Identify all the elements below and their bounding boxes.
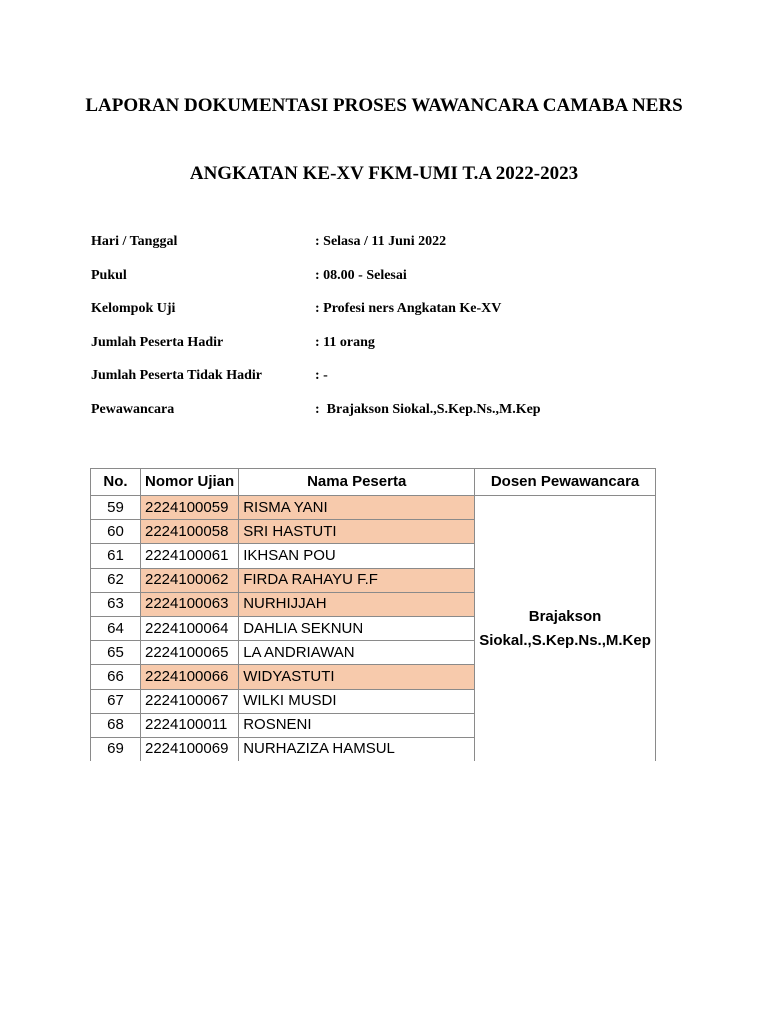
header-dosen-pewawancara: Dosen Pewawancara: [475, 469, 656, 496]
cell-no: 62: [91, 568, 141, 592]
info-value: : Selasa / 11 Juni 2022: [315, 234, 447, 249]
document-title: LAPORAN DOKUMENTASI PROSES WAWANCARA CAMABA NERS: [85, 95, 683, 116]
cell-nomor-ujian: 2224100059: [141, 496, 239, 520]
info-label: Kelompok Uji: [91, 301, 176, 317]
info-row: [91, 366, 691, 400]
cell-nama-peserta: LA ANDRIAWAN: [239, 641, 475, 665]
info-label: Jumlah Peserta Tidak Hadir: [91, 368, 263, 384]
info-row: [91, 333, 691, 367]
info-value: : Brajakson Siokal.,S.Kep.Ns.,M.Kep: [315, 401, 541, 417]
info-row: [91, 232, 691, 266]
info-label: Pewawancara: [91, 401, 175, 417]
info-label: Jumlah Peserta Hadir: [91, 334, 224, 350]
info-row: [91, 266, 691, 300]
cell-nama-peserta: RISMA YANI: [239, 496, 475, 520]
cell-no: 64: [91, 616, 141, 640]
table-row: [91, 496, 656, 520]
info-label: Hari / Tanggal: [91, 234, 178, 249]
cell-nama-peserta: ROSNENI: [239, 713, 475, 737]
cell-nama-peserta: IKHSAN POU: [239, 544, 475, 568]
cell-no: 69: [91, 737, 141, 761]
cell-no: 63: [91, 592, 141, 616]
cell-nama-peserta: DAHLIA SEKNUN: [239, 616, 475, 640]
cell-nomor-ujian: 2224100062: [141, 568, 239, 592]
cell-nama-peserta: SRI HASTUTI: [239, 520, 475, 544]
participants-table: [90, 468, 656, 761]
cell-nomor-ujian: 2224100058: [141, 520, 239, 544]
info-value: : Profesi ners Angkatan Ke-XV: [315, 301, 502, 317]
header-nomor-ujian: Nomor Ujian: [141, 469, 239, 496]
cell-nama-peserta: NURHIJJAH: [239, 592, 475, 616]
cell-no: 59: [91, 496, 141, 520]
cell-nama-peserta: NURHAZIZA HAMSUL: [239, 737, 475, 761]
info-label: Pukul: [91, 267, 127, 283]
cell-nomor-ujian: 2224100065: [141, 641, 239, 665]
table-header-row: [91, 469, 656, 496]
info-row: [91, 299, 691, 333]
cell-nomor-ujian: 2224100061: [141, 544, 239, 568]
cell-nomor-ujian: 2224100011: [141, 713, 239, 737]
cell-nomor-ujian: 2224100064: [141, 616, 239, 640]
cell-no: 66: [91, 665, 141, 689]
cell-no: 61: [91, 544, 141, 568]
info-value: : 08.00 - Selesai: [315, 267, 407, 283]
header-no: No.: [91, 469, 141, 496]
cell-no: 67: [91, 689, 141, 713]
cell-nama-peserta: FIRDA RAHAYU F.F: [239, 568, 475, 592]
dosen-name-line1: Brajakson: [528, 607, 602, 625]
cell-nomor-ujian: 2224100066: [141, 665, 239, 689]
info-value: : 11 orang: [315, 334, 375, 350]
header-nama-peserta: Nama Peserta: [239, 469, 475, 496]
info-value: : -: [315, 368, 328, 384]
cell-nama-peserta: WILKI MUSDI: [239, 689, 475, 713]
cell-nomor-ujian: 2224100069: [141, 737, 239, 761]
info-row: [91, 400, 691, 434]
cell-no: 60: [91, 520, 141, 544]
dosen-name-line2: Siokal.,S.Kep.Ns.,M.Kep: [479, 631, 651, 649]
cell-no: 65: [91, 641, 141, 665]
document-subtitle: ANGKATAN KE-XV FKM-UMI T.A 2022-2023: [189, 163, 579, 184]
cell-nomor-ujian: 2224100063: [141, 592, 239, 616]
cell-dosen-pewawancara: [475, 496, 656, 762]
info-section: [91, 232, 691, 434]
cell-nomor-ujian: 2224100067: [141, 689, 239, 713]
cell-nama-peserta: WIDYASTUTI: [239, 665, 475, 689]
cell-no: 68: [91, 713, 141, 737]
